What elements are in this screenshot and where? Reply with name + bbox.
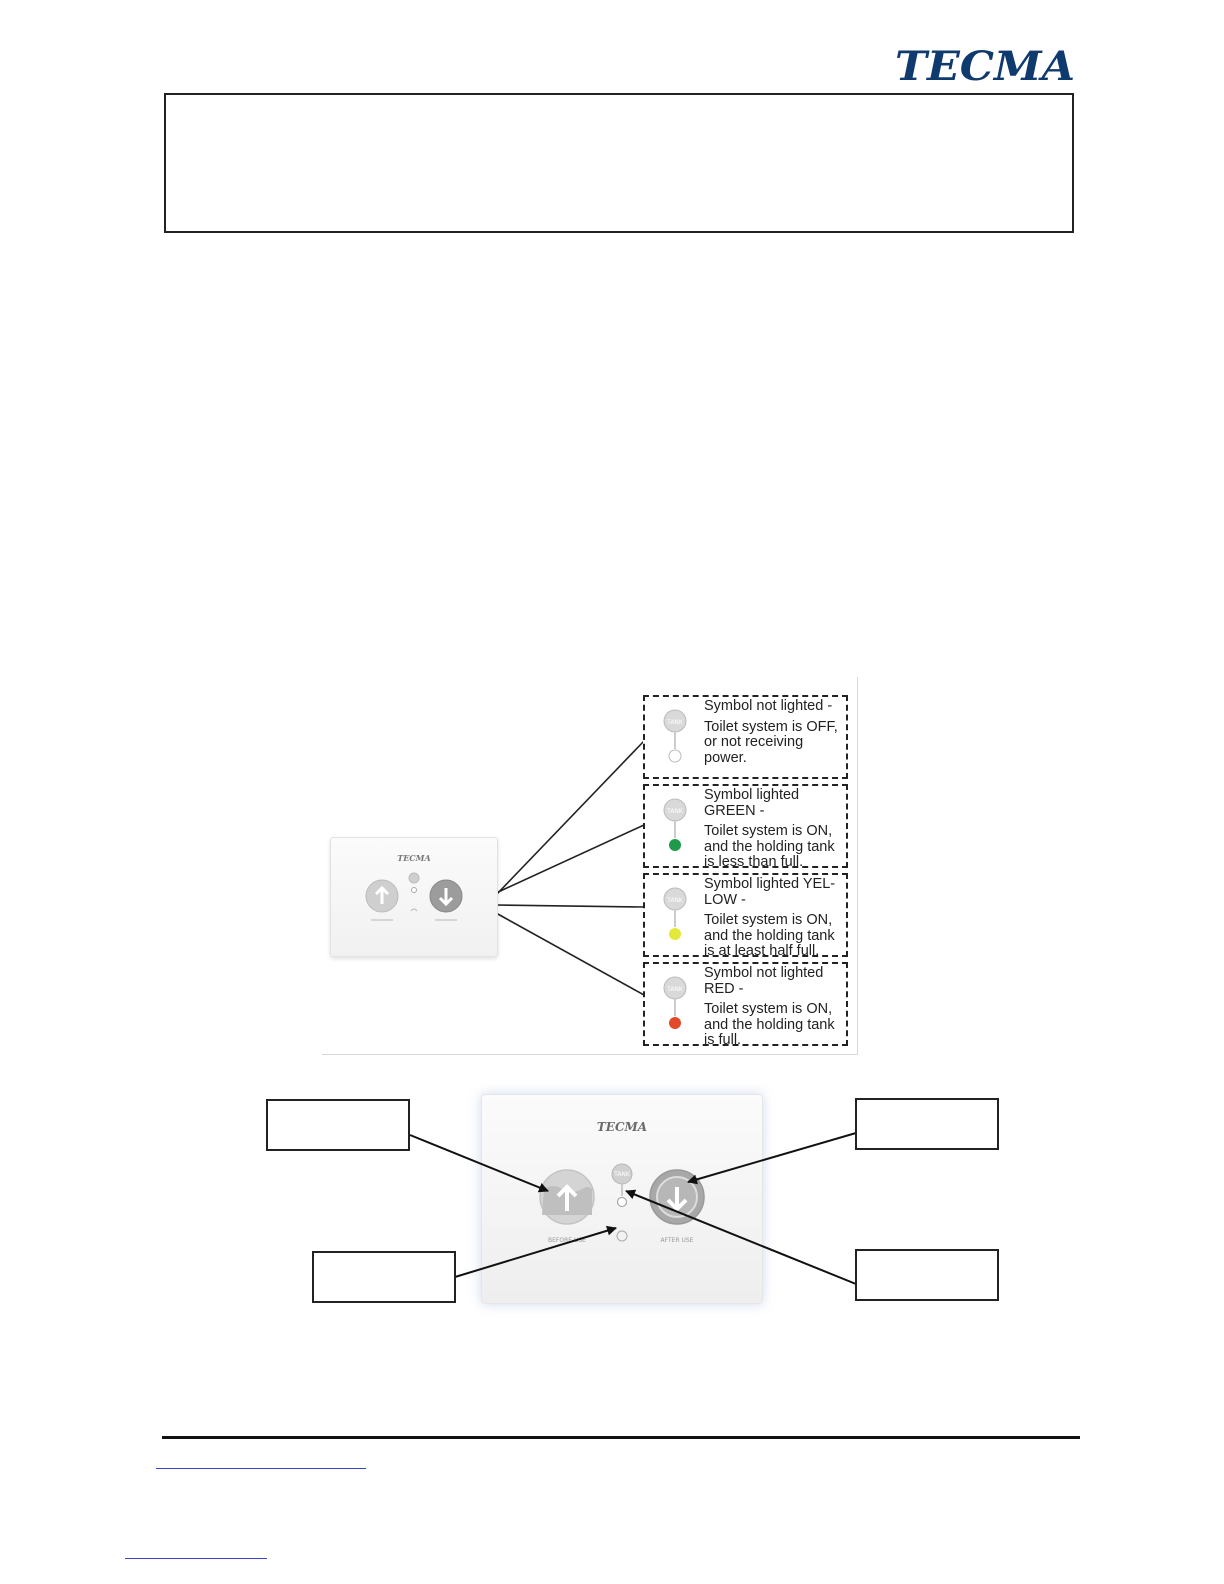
tank-indicator-figure — [322, 677, 858, 1055]
footer-link-underline[interactable] — [125, 1558, 267, 1559]
legend-item-yellow — [643, 873, 848, 957]
unlit-indicator — [669, 750, 681, 762]
legend-title: Symbol not lighted RED - — [704, 965, 824, 997]
legend-title: Symbol lighted YEL-LOW - — [704, 876, 836, 908]
svg-text:TANK: TANK — [667, 719, 683, 726]
before-use-label: BEFORE USE — [548, 1237, 586, 1244]
tank-icon — [661, 798, 689, 858]
tank-symbol-small — [409, 873, 419, 893]
legend-body: Toilet system is ON, and the holding tank is at least half full. — [704, 912, 835, 959]
svg-text:TANK: TANK — [667, 808, 683, 815]
legend-body: Toilet system is OFF, or not receiving power. — [704, 718, 838, 766]
svg-text:TECMA: TECMA — [895, 44, 1075, 86]
svg-text:TANK: TANK — [667, 897, 683, 904]
flush-after-button — [430, 880, 462, 912]
tank-icon — [661, 887, 689, 947]
tank-icon — [661, 976, 689, 1036]
callout-box-top-left — [266, 1099, 410, 1151]
legend-item-red — [643, 962, 848, 1046]
callout-box-top-right — [855, 1098, 999, 1150]
panel-logo: TECMA — [397, 853, 431, 863]
tecma-logo — [893, 44, 1079, 86]
green-indicator — [669, 839, 681, 851]
svg-text:TANK: TANK — [667, 986, 683, 993]
callout-box-bottom-left — [312, 1251, 456, 1303]
red-indicator — [669, 1017, 681, 1029]
legend-body: Toilet system is ON, and the holding tank is full. — [704, 1001, 835, 1048]
legend-item-green — [643, 784, 848, 868]
callout-box-bottom-right — [855, 1249, 999, 1301]
panel-logo: TECMA — [596, 1120, 648, 1134]
svg-text:TANK: TANK — [614, 1171, 630, 1178]
legend-title: Symbol lighted GREEN - — [704, 787, 800, 819]
legend-title: Symbol not lighted - — [704, 698, 833, 714]
footer-link-underline[interactable] — [156, 1468, 366, 1469]
yellow-indicator — [669, 928, 681, 940]
after-use-label: AFTER USE — [660, 1237, 694, 1244]
legend-body: Toilet system is ON, and the holding tank is less than full. — [704, 823, 835, 870]
control-panel-small — [330, 837, 498, 957]
control-panel-callout-figure — [250, 1085, 1020, 1320]
flush-before-button — [366, 880, 398, 912]
legend-item-off — [643, 695, 848, 779]
footer-rule — [162, 1436, 1080, 1439]
header-box — [164, 93, 1074, 233]
tank-icon — [661, 709, 689, 769]
